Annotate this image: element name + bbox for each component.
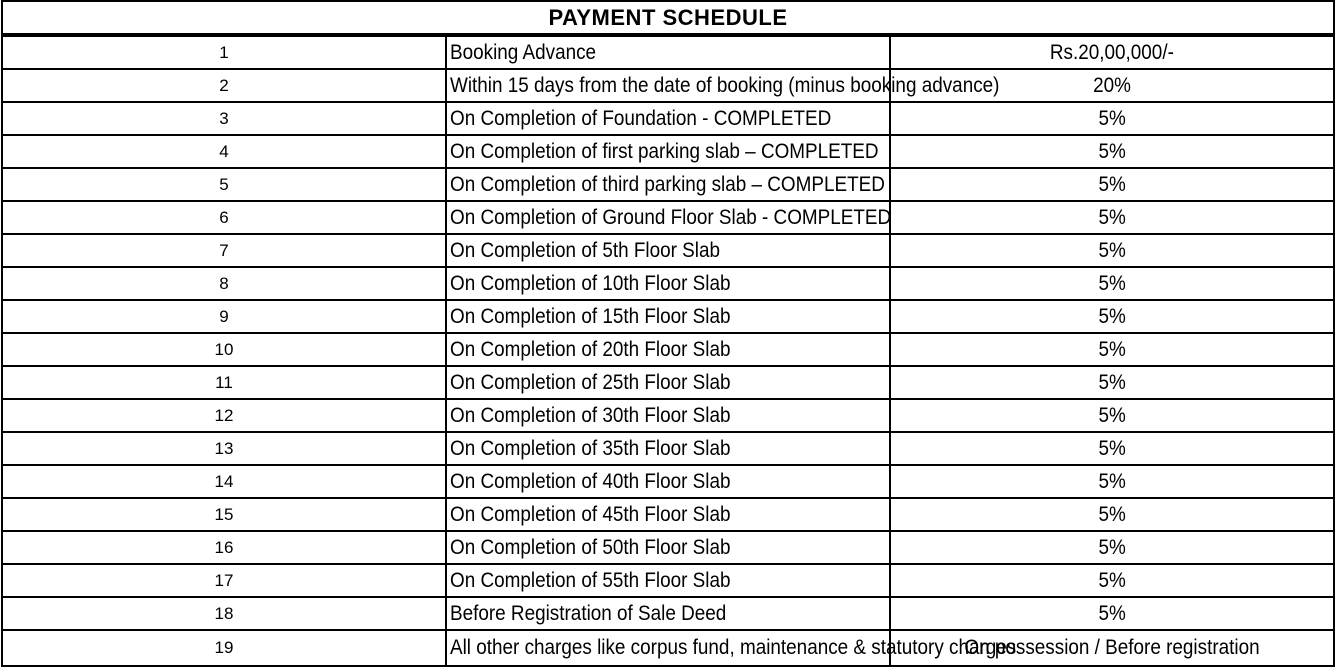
- row-amount: 5%: [1098, 172, 1126, 196]
- row-amount-cell: [890, 399, 1334, 432]
- row-amount-cell: [890, 234, 1334, 267]
- row-number: 5: [2, 168, 446, 201]
- row-amount-cell: [890, 366, 1334, 399]
- table-row: [2, 465, 1334, 498]
- row-description-cell: [446, 234, 890, 267]
- row-description-cell: [446, 300, 890, 333]
- row-description-cell: [446, 168, 890, 201]
- row-number: 2: [2, 69, 446, 102]
- row-number: 16: [2, 531, 446, 564]
- row-description: On Completion of 45th Floor Slab: [450, 502, 731, 526]
- row-description-cell: [446, 465, 890, 498]
- row-amount-cell: [890, 201, 1334, 234]
- row-description: On Completion of 15th Floor Slab: [450, 304, 731, 328]
- row-number: 8: [2, 267, 446, 300]
- row-amount-cell: [890, 300, 1334, 333]
- row-number: 14: [2, 465, 446, 498]
- row-description: On Completion of Ground Floor Slab - COMPLETED: [450, 205, 892, 229]
- row-amount: Rs.20,00,000/-: [1049, 40, 1174, 64]
- row-number: 18: [2, 597, 446, 630]
- row-description-cell: [446, 366, 890, 399]
- table-row: [2, 102, 1334, 135]
- table-row: [2, 201, 1334, 234]
- row-amount: 5%: [1098, 535, 1126, 559]
- row-amount: 5%: [1098, 502, 1126, 526]
- row-description-cell: [446, 432, 890, 465]
- row-description: On Completion of 55th Floor Slab: [450, 568, 731, 592]
- row-number: 12: [2, 399, 446, 432]
- row-description: Within 15 days from the date of booking (minus booking advance): [450, 73, 1000, 97]
- row-amount: 5%: [1098, 568, 1126, 592]
- row-amount: 5%: [1098, 205, 1126, 229]
- row-description-cell: [446, 35, 890, 69]
- row-number: 17: [2, 564, 446, 597]
- row-amount: 5%: [1098, 304, 1126, 328]
- table-row: [2, 69, 1334, 102]
- row-description-cell: [446, 102, 890, 135]
- row-description: On Completion of 35th Floor Slab: [450, 436, 731, 460]
- row-description: On Completion of 25th Floor Slab: [450, 370, 731, 394]
- row-number: 9: [2, 300, 446, 333]
- table-row: [2, 531, 1334, 564]
- row-amount-cell: [890, 35, 1334, 69]
- row-amount: 5%: [1098, 469, 1126, 493]
- row-number: 11: [2, 366, 446, 399]
- table-row: [2, 399, 1334, 432]
- row-description-cell: [446, 333, 890, 366]
- row-description-cell: [446, 201, 890, 234]
- row-amount-cell: [890, 531, 1334, 564]
- table-header-row: [2, 1, 1334, 35]
- row-description-cell: [446, 531, 890, 564]
- row-amount: 5%: [1098, 139, 1126, 163]
- row-number: 15: [2, 498, 446, 531]
- row-description: On Completion of 10th Floor Slab: [450, 271, 731, 295]
- table-row: [2, 168, 1334, 201]
- row-description-cell: [446, 597, 890, 630]
- row-amount-cell: [890, 102, 1334, 135]
- table-row: [2, 333, 1334, 366]
- table-row: [2, 35, 1334, 69]
- row-amount: 5%: [1098, 601, 1126, 625]
- row-amount-cell: [890, 267, 1334, 300]
- table-row: [2, 564, 1334, 597]
- table-row: [2, 366, 1334, 399]
- row-number: 4: [2, 135, 446, 168]
- table-row: [2, 498, 1334, 531]
- row-amount-cell: [890, 498, 1334, 531]
- table-body: [2, 35, 1334, 666]
- table-row: [2, 597, 1334, 630]
- row-description: All other charges like corpus fund, maintenance & statutory charges: [450, 636, 1017, 659]
- row-description-cell: [446, 69, 1000, 102]
- row-amount: 20%: [1093, 73, 1131, 97]
- table-row: [2, 300, 1334, 333]
- row-description: On Completion of 20th Floor Slab: [450, 337, 731, 361]
- row-amount-cell: [890, 564, 1334, 597]
- row-number: 19: [2, 630, 446, 666]
- row-description: On Completion of first parking slab – COMPLETED: [450, 139, 879, 163]
- row-amount-cell: [890, 168, 1334, 201]
- row-description-cell: [446, 630, 1017, 666]
- row-description: Booking Advance: [450, 40, 597, 64]
- row-amount-cell: [890, 465, 1334, 498]
- table-row: [2, 267, 1334, 300]
- row-amount-cell: [890, 135, 1334, 168]
- row-amount: 5%: [1098, 370, 1126, 394]
- payment-schedule-table: [1, 0, 1335, 667]
- row-amount-cell: [890, 432, 1334, 465]
- table-title: PAYMENT SCHEDULE: [2, 1, 1334, 35]
- row-number: 7: [2, 234, 446, 267]
- row-amount: 5%: [1098, 337, 1126, 361]
- row-description: On Completion of 50th Floor Slab: [450, 535, 731, 559]
- row-description: On Completion of third parking slab – COMPLETED: [450, 172, 885, 196]
- row-description: On Completion of Foundation - COMPLETED: [450, 106, 832, 130]
- row-amount: On possession / Before registration: [964, 636, 1260, 659]
- row-number: 13: [2, 432, 446, 465]
- row-description-cell: [446, 498, 890, 531]
- row-description: On Completion of 30th Floor Slab: [450, 403, 731, 427]
- table-row: [2, 234, 1334, 267]
- row-amount: 5%: [1098, 106, 1126, 130]
- row-amount: 5%: [1098, 238, 1126, 262]
- row-amount: 5%: [1098, 403, 1126, 427]
- row-description-cell: [446, 135, 890, 168]
- row-description: On Completion of 40th Floor Slab: [450, 469, 731, 493]
- row-number: 6: [2, 201, 446, 234]
- row-amount-cell: [890, 597, 1334, 630]
- row-description-cell: [446, 267, 890, 300]
- row-number: 3: [2, 102, 446, 135]
- row-amount-cell: [890, 333, 1334, 366]
- row-amount: 5%: [1098, 271, 1126, 295]
- row-description-cell: [446, 399, 890, 432]
- table-row: [2, 432, 1334, 465]
- row-description: Before Registration of Sale Deed: [450, 601, 727, 625]
- row-description-cell: [446, 564, 890, 597]
- row-amount: 5%: [1098, 436, 1126, 460]
- row-description: On Completion of 5th Floor Slab: [450, 238, 720, 262]
- table-row: [2, 630, 1334, 666]
- row-number: 1: [2, 35, 446, 69]
- table-row: [2, 135, 1334, 168]
- row-number: 10: [2, 333, 446, 366]
